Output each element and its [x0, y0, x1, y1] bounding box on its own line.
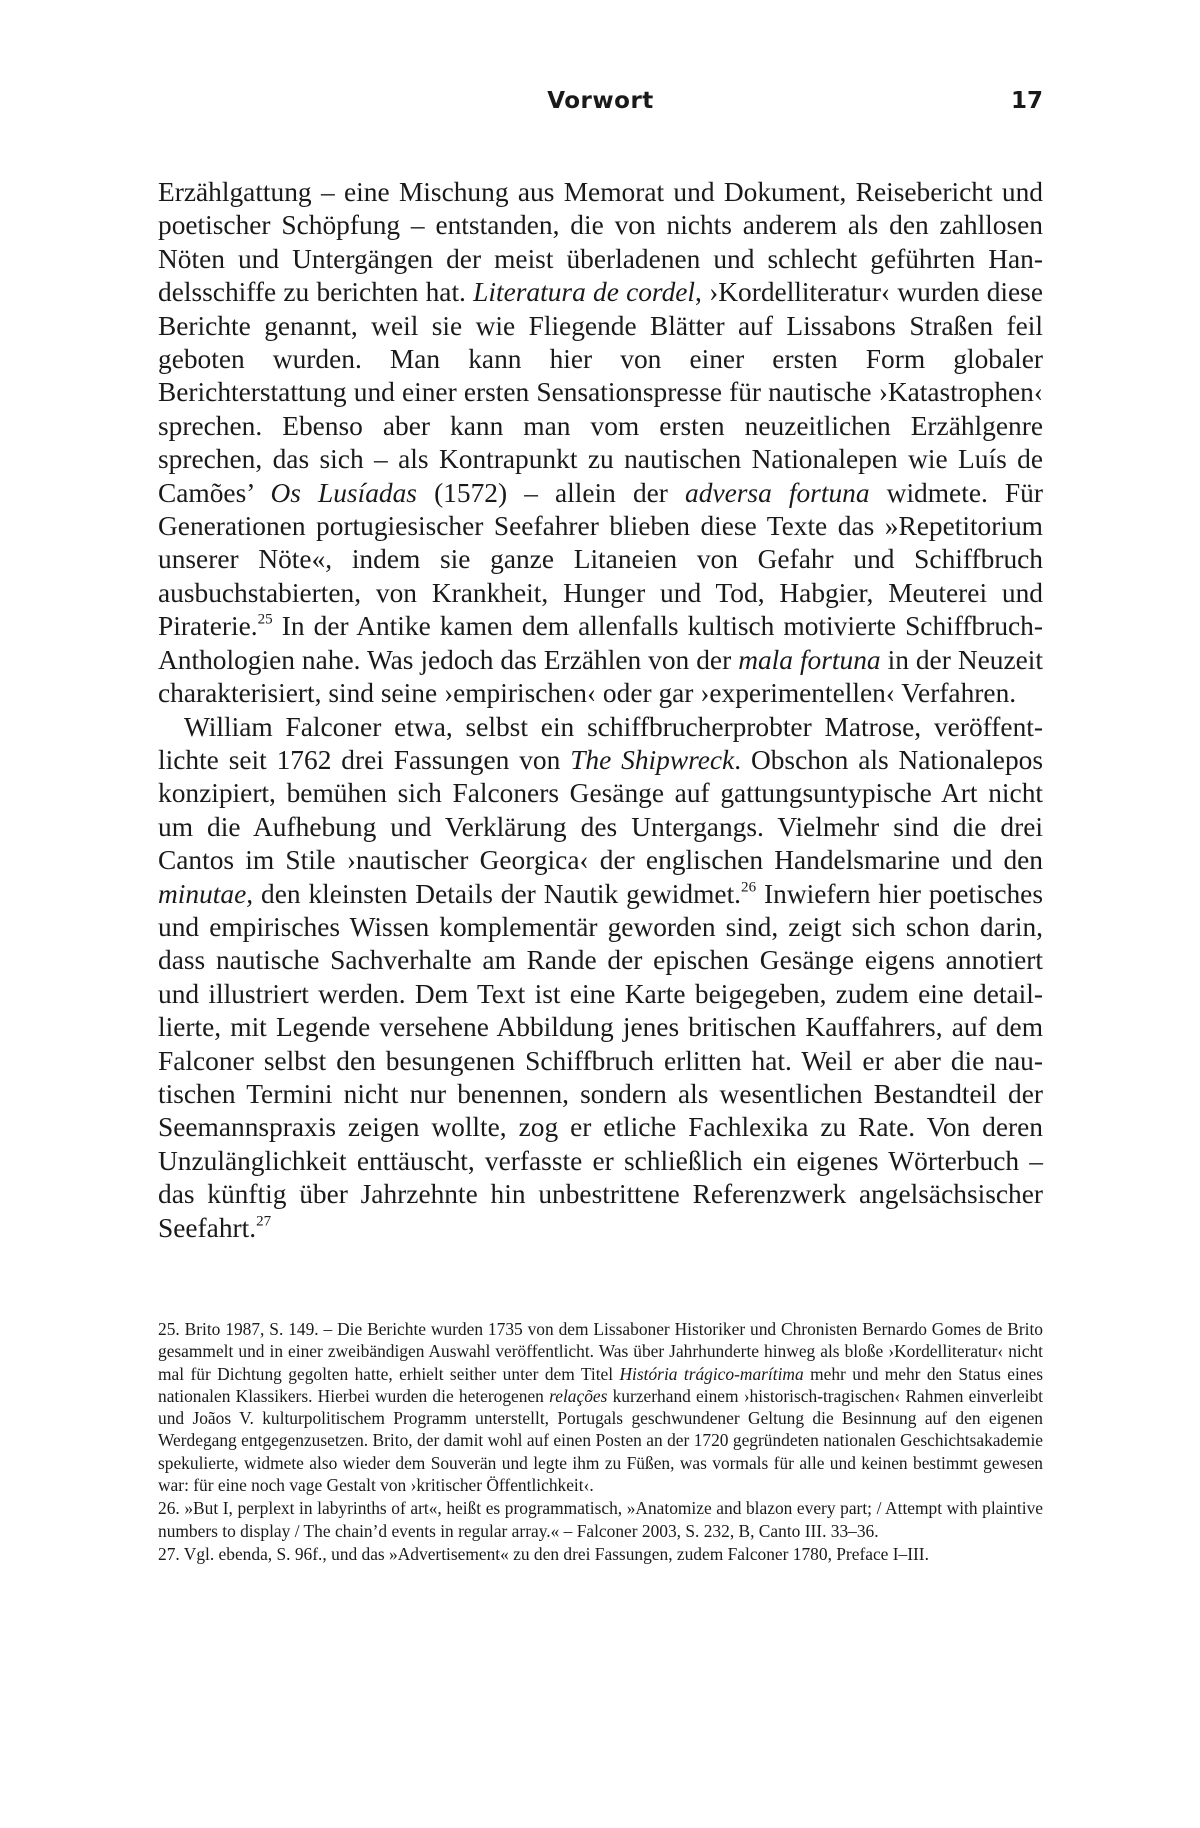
italic-text: The Shipwreck [570, 744, 735, 775]
footnotes [158, 1318, 1043, 1566]
italic-text: Os Lusíadas [270, 477, 417, 508]
italic-text: mala fortuna [738, 644, 881, 675]
footnote-27: 27. Vgl. ebenda, S. 96f., und das »Advertisement« zu den drei Fassungen, zudem Falconer 1780, Preface I–III. [158, 1543, 929, 1564]
italic-text: relações [549, 1385, 608, 1406]
footnote-reference: 25 [257, 611, 273, 628]
main-text [158, 176, 1043, 1245]
running-header [158, 88, 1043, 122]
italic-text: História trágico-marítima [619, 1363, 804, 1384]
footnote-reference: 26 [741, 879, 757, 896]
italic-text: minutae, [158, 878, 254, 909]
italic-text: adversa fortuna [685, 477, 870, 508]
running-head-title: Vorwort [547, 88, 654, 114]
footnote-26: 26. »But I, perplext in labyrinths of art«, heißt es programmatisch, »Anatomize and blazon every part; / Attempt with plaintive numbers to display / The chain’d events in regular array.« – Falconer 2003, S. 232, B, Canto III. 33–36. [158, 1498, 1043, 1541]
italic-text: Literatura de cordel [473, 277, 696, 308]
paragraph-2: William Falconer etwa, selbst ein schiffbrucherprobter Matrose, veröffentlichte seit 1762 drei Fassungen von The Shipwreck. Obschon als Nationalepos konzipiert, bemühen sich Falconers Gesänge auf gattungsuntypische Art nicht um die Aufhebung und Verklärung des Untergangs. Vielmehr sind die drei Cantos im Stile ›nautischer Georgica‹ der englischen Handelsmarine und den minutae, den kleinsten Details der Nautik gewidmet.$^{26}$ Inwiefern hier poetisches und empirisches Wissen komplementär geworden sind, zeigt sich schon darin, dass nautische Sachverhalte am Rande der epischen Gesänge eigens annotiert und illustriert werden. Dem Text ist eine Karte beigegeben, zudem eine detaillierte, mit Legende versehene Abbildung jenes britischen Kauffahrers, auf dem Falconer selbst den besungenen Schiffbruch erlitten hat. Weil er aber die nautischen Termini nicht nur benennen, sondern als wesentlichen Bestandteil der Seemannspraxis zeigen wollte, zog er etliche Fachlexika zu Rate. Von deren Unzulänglichkeit enttäuscht, verfasste er schließlich ein eigenes Wörterbuch – das künftig über Jahrzehnte hin unbestrittene Referenzwerk angelsächsischer Seefahrt.$^{27}$ [158, 711, 1044, 1243]
paragraph-1: Erzählgattung – eine Mischung aus Memorat und Dokument, Reisebericht und poetischer Schöpfung – entstanden, die von nichts anderem als den zahllosen Nöten und Untergängen der meist überladenen und schlecht geführten Handelsschiffe zu berichten hat. Literatura de cordel, ›Kordelliteratur‹ wurden diese Berichte genannt, weil sie wie Fliegende Blätter auf Lissabons Straßen feil geboten wurden. Man kann hier von einer ersten Form globaler Berichterstattung und einer ersten Sensationspresse für nautische ›Katastrophen‹ sprechen. Ebenso aber kann man vom ersten neuzeitlichen Erzählgenre sprechen, das sich – als Kontrapunkt zu nautischen Nationalepen wie Luís de Camões’ Os Lusíadas (1572) – allein der adversa fortuna widmete. Für Generationen portugiesischer Seefahrer blieben diese Texte das »Repetitorium unserer Nöte«, indem sie ganze Litaneien von Gefahr und Schiffbruch ausbuchstabierten, von Krankheit, Hunger und Tod, Habgier, Meuterei und Piraterie.$^{25}$ In der Antike kamen dem allenfalls kultisch motivierte Schiffbruch-Anthologien nahe. Was jedoch das Erzählen von der mala fortuna in der Neuzeit charakterisiert, sind seine ›empirischen‹ oder gar ›experimentellen‹ Verfahren. [158, 177, 1044, 709]
footnote-25: 25. Brito 1987, S. 149. – Die Berichte wurden 1735 von dem Lissaboner Historiker und Chronisten Bernardo Gomes de Brito gesammelt und in einer zweibändigen Auswahl veröffentlicht. Was über Jahrhunderte hinweg als bloße ›Kordelliteratur‹ nicht mal für Dichtung gegolten hatte, erhielt seither unter dem Titel História trágico-marítima mehr und mehr den Status eines nationalen Klassikers. Hierbei wurden die heterogenen relações kurzerhand einem ›historisch-tragischen‹ Rahmen einverleibt und Joãos V. kulturpolitischem Programm unterstellt, Portugals geschwundener Geltung die Besinnung auf den eigenen Werdegang entgegenzusetzen. Brito, der damit wohl auf einen Posten an der 1720 gegründeten nationalen Geschichtsakademie spekulierte, widmete also wieder dem Souverän und legte ihm zu Füßen, was vormals für alle und keinen bestimmt gewesen war: für eine noch vage Gestalt von ›kritischer Öffentlichkeit‹. [158, 1319, 1043, 1496]
page-number: 17 [1010, 88, 1043, 114]
footnote-reference: 27 [256, 1213, 272, 1230]
